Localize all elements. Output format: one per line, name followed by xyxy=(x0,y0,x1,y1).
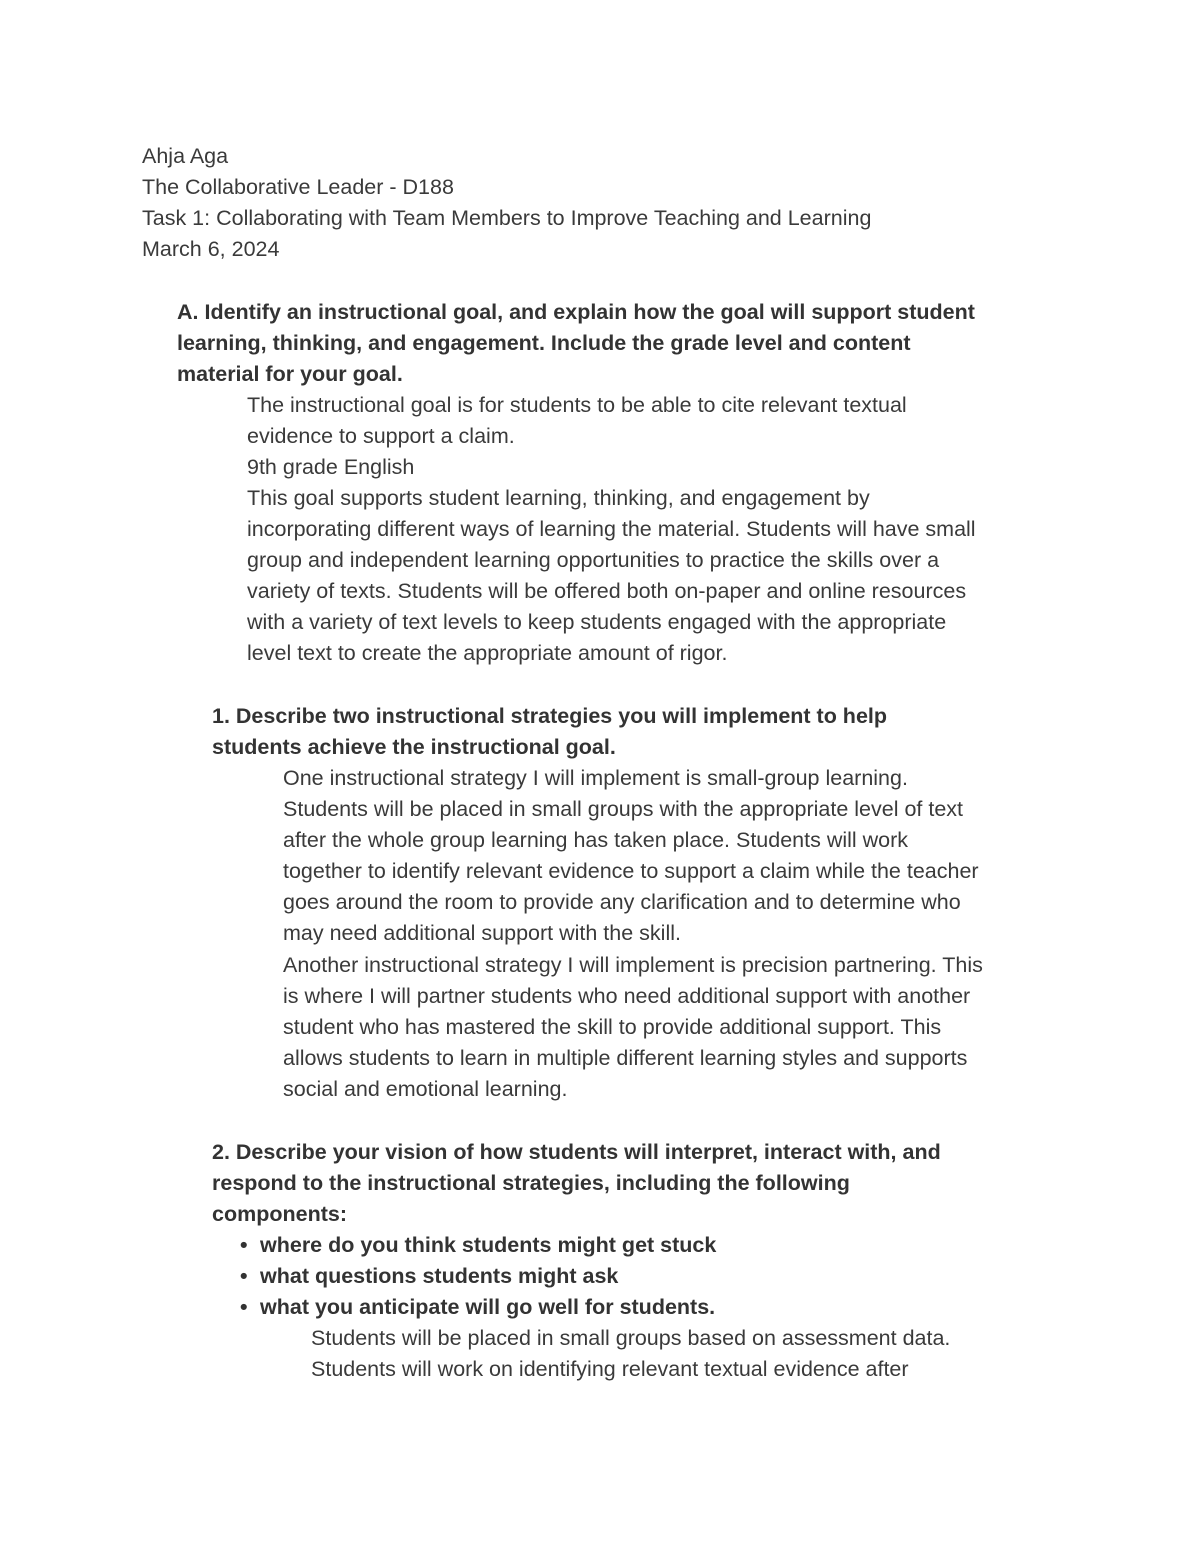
section-1-answer-line: Students will be placed in small groups with the appropriate level of text xyxy=(283,797,964,821)
task-title: Task 1: Collaborating with Team Members to Improve Teaching and Learning xyxy=(142,206,872,230)
section-1-answer-line: One instructional strategy I will implement is small-group learning. xyxy=(283,766,908,790)
section-1-answer-line: goes around the room to provide any clarification and to determine who xyxy=(283,890,961,914)
bullet-text: where do you think students might get stuck xyxy=(260,1233,717,1257)
bullet-item xyxy=(240,1292,715,1323)
section-a-heading-line: learning, thinking, and engagement. Include the grade level and content xyxy=(177,331,911,355)
author-name: Ahja Aga xyxy=(142,144,229,168)
bullet-item xyxy=(240,1230,716,1261)
section-1-answer-line: is where I will partner students who need additional support with another xyxy=(283,984,971,1008)
section-a-answer-line: The instructional goal is for students to be able to cite relevant textual xyxy=(247,393,907,417)
section-1-answer-line: may need additional support with the skill. xyxy=(283,921,681,945)
bullet-icon: • xyxy=(240,1233,248,1257)
section-a-heading-line: A. Identify an instructional goal, and explain how the goal will support student xyxy=(177,300,975,324)
section-1-heading-line: 1. Describe two instructional strategies you will implement to help xyxy=(212,704,888,728)
section-a-answer-line: 9th grade English xyxy=(247,455,415,479)
section-a-answer-line: This goal supports student learning, thinking, and engagement by xyxy=(247,486,870,510)
section-a-answer-line: with a variety of text levels to keep students engaged with the appropriate xyxy=(247,610,947,634)
section-a-answer-line: level text to create the appropriate amount of rigor. xyxy=(247,641,728,665)
section-1-answer-line: allows students to learn in multiple different learning styles and supports xyxy=(283,1046,968,1070)
section-2-answer-line: Students will work on identifying relevant textual evidence after xyxy=(311,1357,909,1381)
bullet-text: what questions students might ask xyxy=(260,1264,619,1288)
bullet-icon: • xyxy=(240,1295,248,1319)
bullet-item xyxy=(240,1261,618,1292)
section-2-heading-line: respond to the instructional strategies, including the following xyxy=(212,1171,850,1195)
section-2-heading-line: 2. Describe your vision of how students will interpret, interact with, and xyxy=(212,1140,941,1164)
section-1-answer-line: together to identify relevant evidence to support a claim while the teacher xyxy=(283,859,979,883)
section-1-answer-line: Another instructional strategy I will implement is precision partnering. This xyxy=(283,953,983,977)
section-2-heading-line: components: xyxy=(212,1202,347,1226)
section-1-answer-line: student who has mastered the skill to provide additional support. This xyxy=(283,1015,942,1039)
section-1-answer-line: after the whole group learning has taken place. Students will work xyxy=(283,828,909,852)
section-2-answer-line: Students will be placed in small groups based on assessment data. xyxy=(311,1326,951,1350)
bullet-text: what you anticipate will go well for students. xyxy=(260,1295,716,1319)
section-a-answer-line: variety of texts. Students will be offered both on-paper and online resources xyxy=(247,579,967,603)
course-title: The Collaborative Leader - D188 xyxy=(142,175,454,199)
section-a-answer-line: incorporating different ways of learning the material. Students will have small xyxy=(247,517,976,541)
document-date: March 6, 2024 xyxy=(142,237,280,261)
bullet-icon: • xyxy=(240,1264,248,1288)
section-a-answer-line: evidence to support a claim. xyxy=(247,424,515,448)
section-1-heading-line: students achieve the instructional goal. xyxy=(212,735,616,759)
section-a-answer-line: group and independent learning opportunities to practice the skills over a xyxy=(247,548,940,572)
section-1-answer-line: social and emotional learning. xyxy=(283,1077,568,1101)
section-a-heading-line: material for your goal. xyxy=(177,362,403,386)
